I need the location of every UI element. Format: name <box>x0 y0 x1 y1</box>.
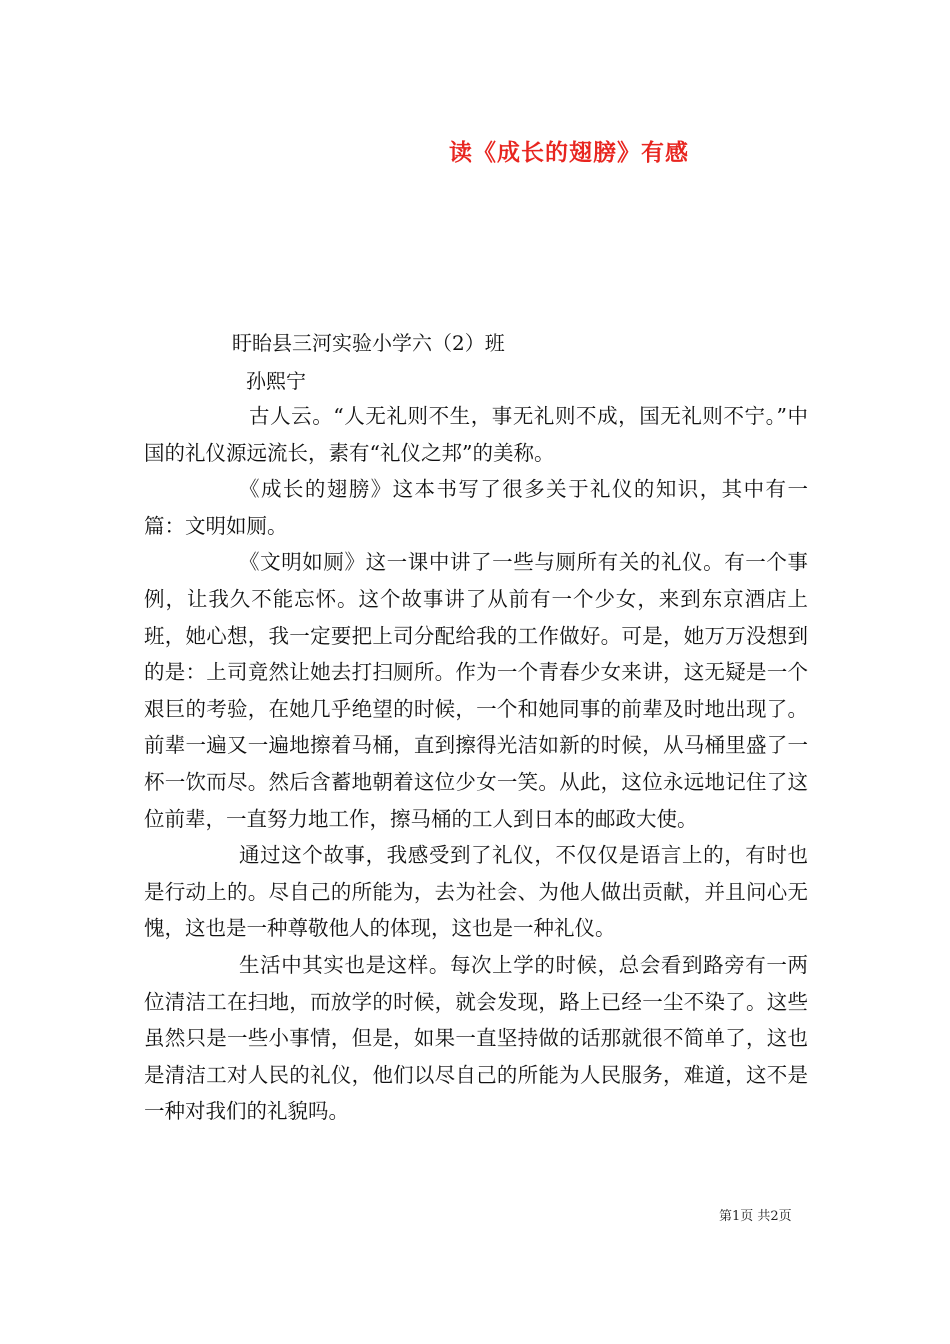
essay-body <box>144 398 808 1130</box>
author-name: 孙熙宁 <box>246 369 306 393</box>
paragraph-3: 《文明如厕》这一课中讲了一些与厕所有关的礼仪。有一个事例，让我久不能忘怀。这个故事讲了从前有一个少女，来到东京酒店上班，她心想，我一定要把上司分配给我的工作做好。可是，她万万没想到的是：上司竟然让她去打扫厕所。作为一个青春少女来讲，这无疑是一个艰巨的考验，在她几乎绝望的时候，一个和她同事的前辈及时地出现了。前辈一遍又一遍地擦着马桶，直到擦得光洁如新的时候，从马桶里盛了一杯一饮而尽。然后含蓄地朝着这位少女一笑。从此，这位永远地记住了这位前辈，一直努力地工作，擦马桶的工人到日本的邮政大使。 <box>144 550 808 831</box>
paragraph-1: 古人云。“人无礼则不生，事无礼则不成，国无礼则不宁。”中国的礼仪源远流长，素有“礼仪之邦”的美称。 <box>144 404 808 465</box>
school-class-line: 盱眙县三河实验小学六（2）班 <box>232 331 505 355</box>
document-title: 读《成长的翅膀》有感 <box>449 139 689 166</box>
paragraph-2: 《成长的翅膀》这本书写了很多关于礼仪的知识，其中有一篇：文明如厕。 <box>144 477 808 538</box>
paragraph-4: 通过这个故事，我感受到了礼仪，不仅仅是语言上的，有时也是行动上的。尽自己的所能为，去为社会、为他人做出贡献，并且问心无愧，这也是一种尊敬他人的体现，这也是一种礼仪。 <box>144 843 808 941</box>
paragraph-5: 生活中其实也是这样。每次上学的时候，总会看到路旁有一两位清洁工在扫地，而放学的时候，就会发现，路上已经一尘不染了。这些虽然只是一些小事情，但是，如果一直坚持做的话那就很不简单了，这也是清洁工对人民的礼仪，他们以尽自己的所能为人民服务，难道，这不是一种对我们的礼貌吗。 <box>144 952 808 1124</box>
page-number-indicator: 第1页 共2页 <box>719 1209 792 1224</box>
